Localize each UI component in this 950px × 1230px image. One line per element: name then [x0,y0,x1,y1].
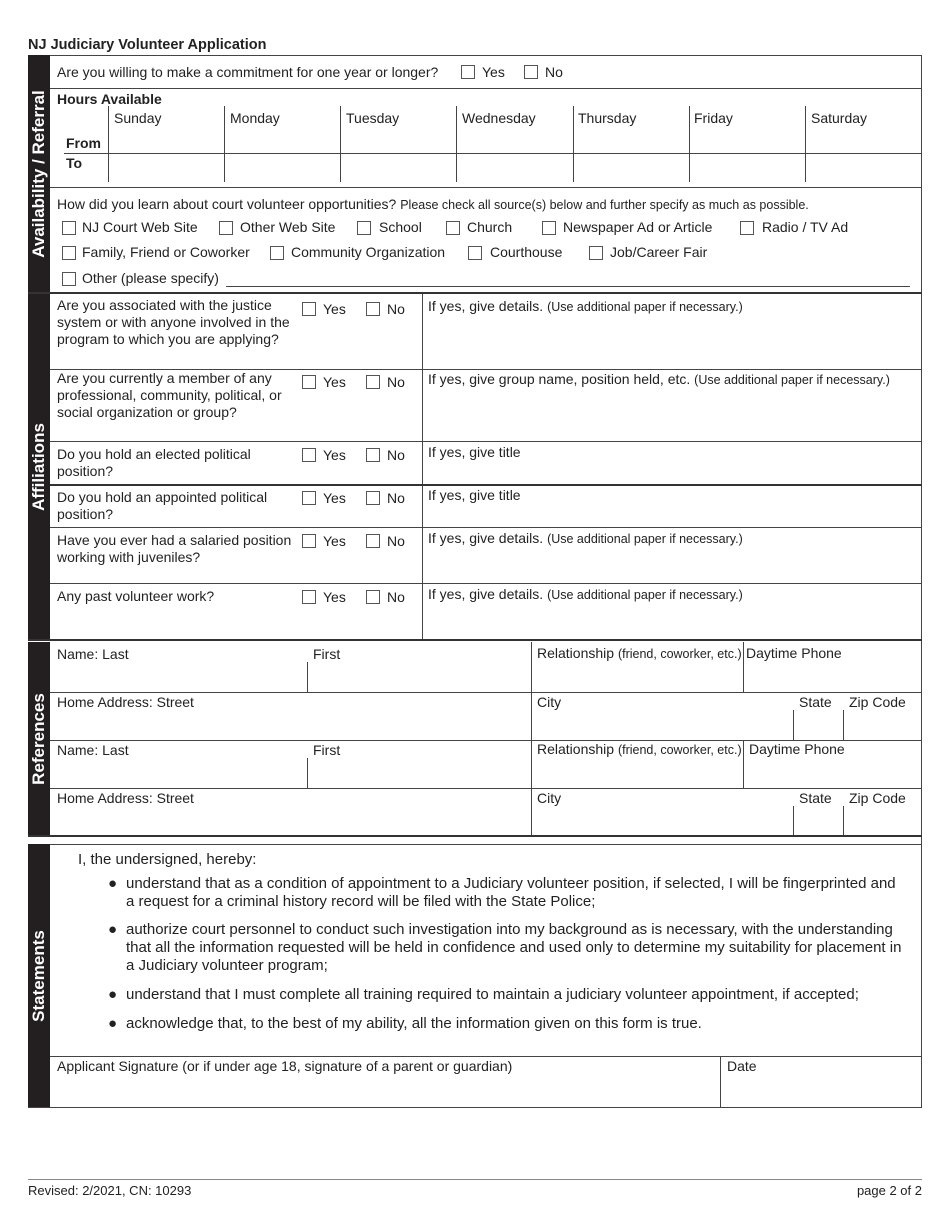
divider [743,642,744,692]
affiliation-2-detail-label [428,371,890,387]
form-top-border [28,55,922,56]
day-saturday: Saturday [811,110,868,126]
ref1-city-label: City [537,694,562,710]
commitment-question: Are you willing to make a commitment for one year or longer? [57,64,439,80]
footer-revised: Revised: 2/2021, CN: 10293 [28,1183,192,1198]
affiliation-2-yes-label: Yes [323,374,346,390]
affiliation-question-1: Are you associated with the justice system or with anyone involved in the program to which you are applying? [57,297,290,347]
footer-rule [28,1179,922,1180]
footer-page-number: page 2 of 2 [856,1183,922,1198]
ref2-zip-label: Zip Code [849,790,906,806]
divider [573,106,574,182]
divider [531,692,532,740]
source-newspaper-label: Newspaper Ad or Article [563,219,713,235]
divider [793,710,794,740]
date-label: Date [727,1058,757,1074]
statement-bullet-2 [108,921,908,975]
source-school-label: School [379,219,422,235]
statement-bullet-3 [108,986,908,1004]
date-field[interactable] [722,1070,920,1106]
divider [531,788,532,835]
divider [422,294,423,639]
divider [793,806,794,835]
ref2-city-label: City [537,790,562,806]
source-courthouse-label: Courthouse [490,244,563,260]
divider [28,639,922,641]
statement-text-1: understand that as a condition of appointment to a Judiciary volunteer position, if selected, I will be fingerprinted and a request for a criminal history record will be filed with the State Police; [126,875,896,910]
detail-text: If yes, give group name, position held, etc. [428,371,691,387]
statement-bullet-4 [108,1015,908,1033]
day-monday: Monday [230,110,280,126]
ref2-street-label: Home Address: Street [57,790,194,806]
source-nj-court-web-site-checkbox[interactable] [62,221,76,235]
statement-text-3: understand that I must complete all training required to maintain a judiciary volunteer appointment, if accepted; [126,986,859,1003]
divider [50,527,922,528]
affiliation-3-yes-label: Yes [323,447,346,463]
day-wednesday: Wednesday [462,110,536,126]
form-title: NJ Judiciary Volunteer Application [28,37,267,53]
referral-question-text: How did you learn about court volunteer opportunities? [57,196,397,212]
ref2-name-last-label: Name: Last [57,742,129,758]
source-community-org-checkbox[interactable] [270,246,284,260]
divider [50,692,922,693]
source-other-specify-line[interactable] [226,286,910,287]
ref2-first-label: First [313,742,341,758]
divider [50,441,922,442]
affiliation-2-no-checkbox[interactable] [366,375,380,389]
signature-label: Applicant Signature (or if under age 18, signature of a parent or guardian) [57,1058,513,1074]
divider [689,106,690,182]
source-other-checkbox[interactable] [62,272,76,286]
divider [743,740,744,788]
divider [224,106,225,182]
affiliation-4-no-checkbox[interactable] [366,491,380,505]
detail-note: (Use additional paper if necessary.) [547,300,743,314]
affiliation-6-yes-label: Yes [323,589,346,605]
source-other-label: Other (please specify) [82,270,219,286]
affiliation-3-yes-checkbox[interactable] [302,448,316,462]
source-family-label: Family, Friend or Coworker [82,244,250,260]
affiliation-4-detail-label: If yes, give title [428,487,521,503]
ref1-state-label: State [799,694,832,710]
availability-section-label: Availability / Referral [29,89,48,258]
affiliation-6-no-label: No [387,589,405,605]
divider [340,106,341,182]
affiliation-3-no-checkbox[interactable] [366,448,380,462]
affiliation-question-6: Any past volunteer work? [57,588,215,604]
ref2-state-label: State [799,790,832,806]
affiliation-1-no-label: No [387,301,405,317]
divider [456,106,457,182]
divider [28,292,922,294]
commitment-no-label: No [545,64,563,80]
relationship-text: Relationship [537,741,615,757]
detail-text: If yes, give details. [428,530,544,546]
statements-section-label: Statements [29,930,48,1022]
affiliation-5-detail-label [428,530,743,546]
source-job-fair-label: Job/Career Fair [610,244,708,260]
affiliation-question-2: Are you currently a member of any professional, community, political, or social organization or group? [57,370,282,420]
divider [720,1056,721,1108]
affiliation-5-no-checkbox[interactable] [366,534,380,548]
relationship-text: Relationship [537,645,615,661]
detail-note: (Use additional paper if necessary.) [694,373,890,387]
statements-intro: I, the undersigned, hereby: [78,851,257,868]
referral-question [57,196,809,212]
commitment-yes-checkbox[interactable] [461,65,475,79]
affiliation-5-no-label: No [387,533,405,549]
commitment-no-checkbox[interactable] [524,65,538,79]
signature-field[interactable] [50,1070,718,1106]
divider [28,1107,922,1108]
source-community-org-label: Community Organization [291,244,446,260]
bullet-dot-icon: ● [108,875,118,892]
affiliation-2-yes-checkbox[interactable] [302,375,316,389]
divider [50,583,922,584]
affiliation-1-no-checkbox[interactable] [366,302,380,316]
bullet-dot-icon: ● [108,921,118,938]
affiliation-4-yes-label: Yes [323,490,346,506]
divider [64,153,922,154]
source-other-web-site-checkbox[interactable] [219,221,233,235]
statements-sidebar [28,844,50,1108]
divider [50,187,922,188]
source-family-checkbox[interactable] [62,246,76,260]
affiliation-question-4: Do you hold an appointed political position? [57,489,268,522]
day-sunday: Sunday [114,110,162,126]
source-school-checkbox[interactable] [357,221,371,235]
ref1-relationship-label [537,645,742,661]
source-nj-court-web-site-label: NJ Court Web Site [82,219,198,235]
day-thursday: Thursday [578,110,637,126]
affiliation-5-yes-label: Yes [323,533,346,549]
source-church-checkbox[interactable] [446,221,460,235]
divider [307,662,308,692]
ref2-phone-label: Daytime Phone [749,741,845,757]
divider [50,484,922,486]
divider [108,106,109,182]
detail-text: If yes, give details. [428,586,544,602]
statement-text-2: authorize court personnel to conduct such investigation into my background as is necessary, with the understanding that all the information requested will be held in confidence and used only to determine my suitability for placement in a Judiciary volunteer program; [126,921,902,974]
ref1-phone-label: Daytime Phone [746,645,842,661]
form-right-border [921,55,922,1108]
source-radio-tv-label: Radio / TV Ad [762,219,849,235]
hours-available-title: Hours Available [57,91,162,107]
divider [50,844,922,845]
affiliation-6-detail-label [428,586,743,602]
divider [843,710,844,740]
source-radio-tv-checkbox[interactable] [740,221,754,235]
referral-instruction: Please check all source(s) below and further specify as much as possible. [400,198,809,212]
ref1-first-label: First [313,646,341,662]
statement-bullet-1 [108,875,908,911]
ref1-name-last-label: Name: Last [57,646,129,662]
affiliation-1-yes-checkbox[interactable] [302,302,316,316]
divider [805,106,806,182]
divider [531,740,532,788]
divider [50,88,922,89]
divider [307,758,308,788]
day-friday: Friday [694,110,733,126]
source-church-label: Church [467,219,513,235]
affiliation-3-detail-label: If yes, give title [428,444,521,460]
affiliation-1-yes-label: Yes [323,301,346,317]
detail-note: (Use additional paper if necessary.) [547,532,743,546]
bullet-dot-icon: ● [108,986,118,1003]
divider [531,642,532,692]
divider [28,835,922,837]
affiliation-question-5: Have you ever had a salaried position working with juveniles? [57,532,292,565]
divider [843,806,844,835]
affiliation-3-no-label: No [387,447,405,463]
source-newspaper-checkbox[interactable] [542,221,556,235]
source-other-web-site-label: Other Web Site [240,219,336,235]
availability-sidebar [28,55,50,292]
relationship-note: (friend, coworker, etc.) [617,647,742,661]
day-tuesday: Tuesday [346,110,400,126]
ref1-zip-label: Zip Code [849,694,906,710]
source-job-fair-checkbox[interactable] [589,246,603,260]
references-section-label: References [29,693,48,785]
affiliations-sidebar [28,294,50,640]
bullet-dot-icon: ● [108,1015,118,1032]
ref2-relationship-label [537,741,742,757]
affiliation-1-detail-label [428,298,743,314]
ref1-street-label: Home Address: Street [57,694,194,710]
affiliations-section-label: Affiliations [29,423,48,511]
detail-note: (Use additional paper if necessary.) [547,588,743,602]
relationship-note: (friend, coworker, etc.) [617,743,742,757]
affiliation-question-3: Do you hold an elected political position? [57,446,251,479]
commitment-yes-label: Yes [482,64,505,80]
detail-text: If yes, give details. [428,298,544,314]
source-courthouse-checkbox[interactable] [468,246,482,260]
affiliation-6-no-checkbox[interactable] [366,590,380,604]
references-sidebar [28,642,50,836]
affiliation-4-no-label: No [387,490,405,506]
from-label: From [66,135,101,151]
to-label: To [66,155,83,171]
affiliation-6-yes-checkbox[interactable] [302,590,316,604]
statement-text-4: acknowledge that, to the best of my ability, all the information given on this form is true. [126,1015,702,1032]
affiliation-2-no-label: No [387,374,405,390]
divider [50,788,922,789]
divider [50,1056,922,1057]
affiliation-5-yes-checkbox[interactable] [302,534,316,548]
affiliation-4-yes-checkbox[interactable] [302,491,316,505]
